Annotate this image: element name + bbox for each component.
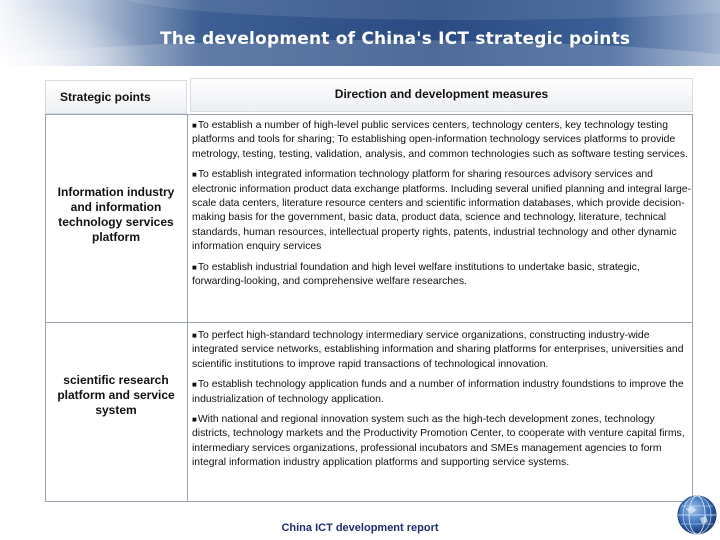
measure-item — [192, 413, 692, 471]
measure-text: To establish integrated information technology platform for sharing resources advisory services and electronic information product data exchange platforms. Including several unified planning and integral large-scale data centers, literature resource centers and scientific information databases, which provide decision-making basis for the government, basic data, product data, science and technology, literature, technical standards, human resources, intellectual property rights, patents, industrial technology and other dynamic information enquiry services — [192, 169, 692, 253]
bullet-icon: ■ — [192, 121, 197, 130]
header-banner — [0, 0, 720, 66]
strategy-table — [45, 114, 693, 502]
bullet-icon: ■ — [192, 331, 197, 340]
banner-swoosh — [0, 0, 150, 66]
measure-item — [192, 261, 692, 290]
bullet-icon: ■ — [192, 380, 197, 390]
globe-icon — [676, 494, 718, 536]
bullet-icon: ■ — [192, 262, 197, 272]
measure-item — [192, 119, 692, 162]
footer-report-name: China ICT development report — [281, 522, 439, 534]
measures-list-1 — [192, 119, 692, 295]
column-divider — [187, 115, 188, 501]
measure-text: To establish technology application funds and a number of information industry foundstions to improve the industrialization of technology application. — [192, 379, 684, 405]
column-header-strategic-points: Strategic points — [45, 80, 187, 114]
banner-wave — [120, 0, 720, 20]
measure-item — [192, 378, 692, 407]
measure-text: With national and regional innovation system such as the high-tech development zones, technology districts, technology markets and the Productivity Promotion Center, to cooperate with venture capital firms, intermediary services organizations, professional incubators and SMEs management agencies to form integral information industry application platforms and supporting service systems. — [192, 414, 685, 469]
measure-text: To establish a number of high-level public services centers, technology centers, key technology testing platforms and tools for sharing; To establishing open-information technology services platforms to provide metrology, testing, testing, validation, analysis, and common technologies such as software testing services. — [192, 120, 688, 160]
measure-item — [192, 168, 692, 254]
page-title: The development of China's ICT strategic points — [160, 29, 631, 49]
bullet-icon: ■ — [192, 170, 197, 180]
measure-text: To establish industrial foundation and high level welfare institutions to undertake basic, strategic, forwarding-looking, and comprehensive welfare researches. — [192, 261, 640, 288]
measures-list-2 — [192, 329, 692, 477]
bullet-icon: ■ — [192, 415, 197, 425]
row-divider — [46, 322, 692, 323]
measure-text: To perfect high-standard technology intermediary service organizations, constructing industry-wide integrated service networks, establishing information and sharing platforms for enterprises, universities and scientific institutions to improve rapid transactions of technological innovation. — [192, 330, 684, 370]
strategic-point-2: scientific research platform and service system — [57, 373, 175, 417]
measure-item — [192, 329, 692, 372]
strategic-point-1: Information industry and information technology services platform — [57, 185, 175, 244]
column-header-direction-measures: Direction and development measures — [190, 78, 693, 112]
